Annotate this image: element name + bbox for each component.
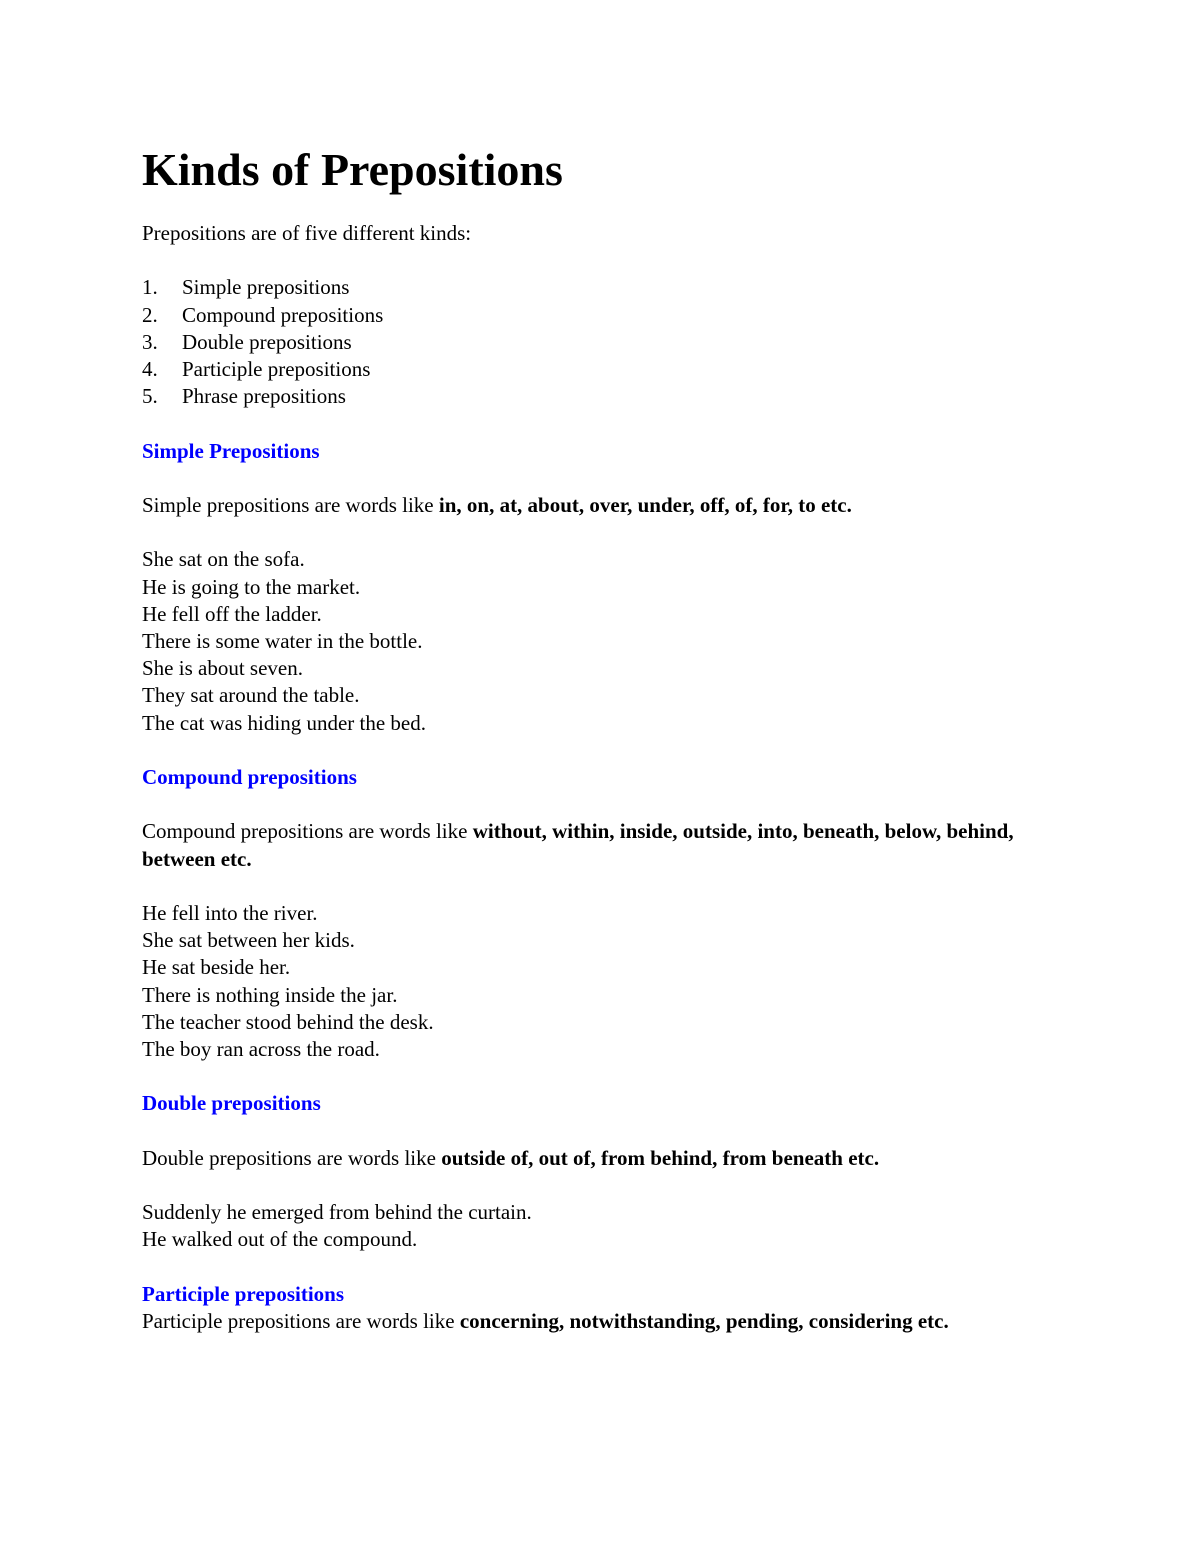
list-item	[142, 302, 1062, 329]
list-label: Compound prepositions	[182, 302, 384, 327]
example-sentence: There is some water in the bottle.	[142, 628, 423, 653]
document-page	[142, 140, 1062, 1362]
double-definition	[142, 1145, 1062, 1172]
list-number: 2.	[142, 302, 158, 327]
double-examples	[142, 1199, 1062, 1253]
definition-examples: outside of, out of, from behind, from beneath etc.	[441, 1145, 880, 1170]
example-sentence: She sat on the sofa.	[142, 547, 305, 572]
list-item	[142, 383, 1062, 410]
definition-examples: without, within, inside, outside, into, beneath, below, behind, between etc.	[142, 819, 1014, 871]
list-number: 5.	[142, 384, 158, 409]
list-label: Phrase prepositions	[182, 384, 346, 409]
compound-prepositions-heading: Compound prepositions	[142, 764, 357, 789]
intro-text: Prepositions are of five different kinds:	[142, 221, 472, 245]
definition-examples: concerning, notwithstanding, pending, considering etc.	[459, 1308, 949, 1333]
kinds-list	[142, 274, 1062, 410]
list-number: 3.	[142, 329, 158, 354]
example-sentence: The teacher stood behind the desk.	[142, 1009, 434, 1034]
example-sentence: He is going to the market.	[142, 574, 361, 599]
list-item	[142, 356, 1062, 383]
compound-examples	[142, 900, 1062, 1063]
participle-prepositions-heading: Participle prepositions	[142, 1281, 345, 1306]
list-label: Simple prepositions	[182, 275, 350, 300]
example-sentence: She is about seven.	[142, 656, 303, 681]
simple-definition	[142, 492, 1062, 519]
list-label: Participle prepositions	[182, 357, 371, 381]
double-prepositions-heading: Double prepositions	[142, 1091, 321, 1116]
example-sentence: Suddenly he emerged from behind the curtain.	[142, 1200, 532, 1225]
example-sentence: The cat was hiding under the bed.	[142, 710, 426, 735]
simple-examples	[142, 546, 1062, 736]
definition-text: Double prepositions are words like	[142, 1145, 442, 1170]
definition-examples: in, on, at, about, over, under, off, of, for, to etc.	[438, 492, 852, 517]
page-title: Kinds of Prepositions	[142, 144, 563, 195]
list-number: 4.	[142, 357, 158, 381]
example-sentence: There is nothing inside the jar.	[142, 982, 398, 1007]
example-sentence: She sat between her kids.	[142, 928, 355, 953]
example-sentence: He fell into the river.	[142, 900, 318, 925]
example-sentence: The boy ran across the road.	[142, 1036, 380, 1061]
example-sentence: He sat beside her.	[142, 955, 291, 980]
definition-text: Simple prepositions are words like	[142, 492, 439, 517]
compound-definition	[142, 818, 1062, 872]
simple-prepositions-heading: Simple Prepositions	[142, 438, 320, 463]
example-sentence: He fell off the ladder.	[142, 601, 322, 626]
definition-text: Compound prepositions are words like	[142, 819, 473, 844]
example-sentence: He walked out of the compound.	[142, 1227, 418, 1252]
definition-text: Participle prepositions are words like	[142, 1308, 460, 1333]
example-sentence: They sat around the table.	[142, 683, 360, 708]
list-label: Double prepositions	[182, 329, 352, 354]
participle-definition	[142, 1308, 1062, 1335]
list-number: 1.	[142, 275, 158, 300]
list-item	[142, 329, 1062, 356]
list-item	[142, 274, 1062, 301]
